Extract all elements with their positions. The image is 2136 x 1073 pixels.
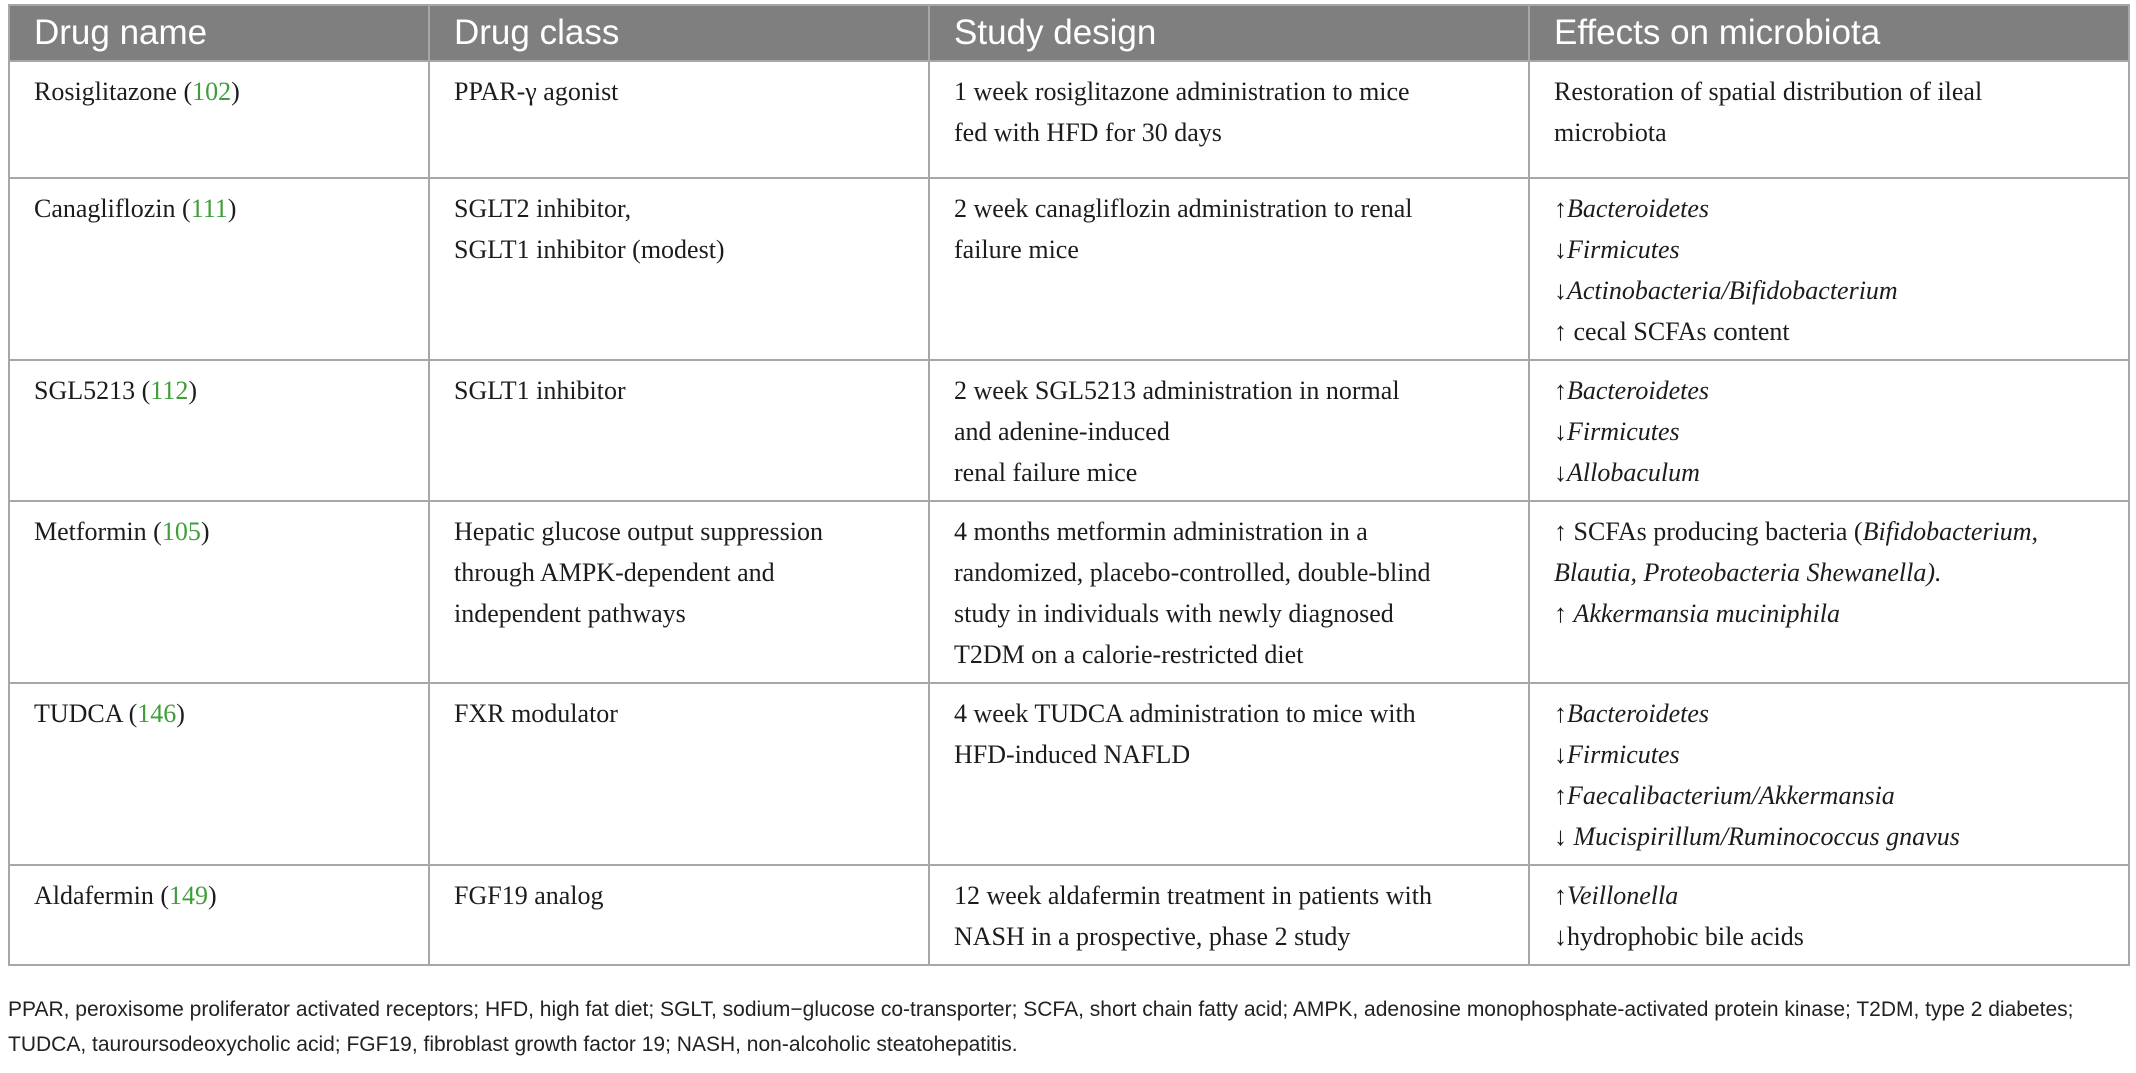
- study-design-line: failure mice: [954, 235, 1079, 264]
- header-effects-on-microbiota: Effects on microbiota: [1529, 5, 2129, 61]
- effect-line: [1554, 693, 2110, 734]
- drug-name-text: Rosiglitazone: [34, 77, 177, 106]
- effect-line: [1554, 112, 2110, 153]
- effect-line: [1554, 916, 2110, 957]
- cell-drug-name: Rosiglitazone (102): [9, 61, 429, 178]
- effect-text: ↑ SCFAs producing bacteria (: [1554, 517, 1863, 546]
- effect-line: [1554, 411, 2110, 452]
- cell-drug-class: [429, 865, 929, 965]
- study-design-line: NASH in a prospective, phase 2 study: [954, 922, 1351, 951]
- reference-link[interactable]: 111: [190, 194, 228, 223]
- drug-class-line: through AMPK-dependent and: [454, 558, 775, 587]
- effect-text: ↑: [1554, 881, 1567, 910]
- taxon-name: Firmicutes: [1567, 417, 1680, 446]
- effect-text: ↑: [1554, 376, 1567, 405]
- effect-text: ↓: [1554, 822, 1574, 851]
- cell-drug-class: [429, 683, 929, 865]
- study-design-line: T2DM on a calorie-restricted diet: [954, 640, 1304, 669]
- effect-text: ↓hydrophobic bile acids: [1554, 922, 1804, 951]
- study-design-line: 1 week rosiglitazone administration to mice: [954, 77, 1410, 106]
- taxon-name: Akkermansia muciniphila: [1573, 599, 1840, 628]
- effect-text: ↑: [1554, 699, 1567, 728]
- study-design-line: 2 week canagliflozin administration to renal: [954, 194, 1413, 223]
- effect-line: [1554, 270, 2110, 311]
- reference-link[interactable]: 102: [192, 77, 232, 106]
- cell-drug-name: SGL5213 (112): [9, 360, 429, 501]
- effect-line: [1554, 229, 2110, 270]
- table-row: [9, 683, 2129, 865]
- effect-line: [1554, 188, 2110, 229]
- cell-study-design: [929, 61, 1529, 178]
- drug-class-line: SGLT1 inhibitor: [454, 376, 626, 405]
- drug-class-line: FGF19 analog: [454, 881, 604, 910]
- drug-microbiota-table: [8, 4, 2130, 966]
- drug-class-line: SGLT2 inhibitor,: [454, 194, 632, 223]
- cell-drug-name: Canagliflozin (111): [9, 178, 429, 360]
- effect-line: [1554, 734, 2110, 775]
- table-footnote: PPAR, peroxisome proliferator activated receptors; HFD, high fat diet; SGLT, sodium−glucose co-transporter; SCFA, short chain fatty acid; AMPK, adenosine monophosphate-activated protein kinase; T2DM, type 2 diabetes; TUDCA, tauroursodeoxycholic acid; FGF19, fibroblast growth factor 19; NASH, non-alcoholic steatohepatitis.: [8, 998, 2074, 1056]
- table-row: [9, 501, 2129, 683]
- effect-line: [1554, 775, 2110, 816]
- drug-class-line: independent pathways: [454, 599, 686, 628]
- effect-text: microbiota: [1554, 118, 1667, 147]
- effect-text: ↓: [1554, 235, 1567, 264]
- cell-effects-on-microbiota: [1529, 865, 2129, 965]
- header-drug-name: Drug name: [9, 5, 429, 61]
- effect-line: [1554, 71, 2110, 112]
- drug-class-line: Hepatic glucose output suppression: [454, 517, 823, 546]
- effect-line: [1554, 593, 2110, 634]
- effect-line: [1554, 875, 2110, 916]
- table-header-row: [9, 5, 2129, 61]
- cell-effects-on-microbiota: [1529, 683, 2129, 865]
- study-design-line: renal failure mice: [954, 458, 1138, 487]
- drug-name-text: Canagliflozin: [34, 194, 176, 223]
- effect-line: [1554, 311, 2110, 352]
- study-design-line: 2 week SGL5213 administration in normal: [954, 376, 1400, 405]
- study-design-line: HFD-induced NAFLD: [954, 740, 1191, 769]
- drug-name-text: TUDCA: [34, 699, 123, 728]
- taxon-name: Firmicutes: [1567, 740, 1680, 769]
- taxon-name: Actinobacteria/Bifidobacterium: [1567, 276, 1898, 305]
- drug-class-line: FXR modulator: [454, 699, 618, 728]
- cell-study-design: [929, 178, 1529, 360]
- cell-drug-class: [429, 501, 929, 683]
- drug-name-text: Metformin: [34, 517, 147, 546]
- cell-drug-name: Aldafermin (149): [9, 865, 429, 965]
- study-design-line: study in individuals with newly diagnosed: [954, 599, 1394, 628]
- table-row: [9, 178, 2129, 360]
- taxon-name: Bacteroidetes: [1567, 194, 1709, 223]
- cell-study-design: [929, 683, 1529, 865]
- cell-study-design: [929, 360, 1529, 501]
- study-design-line: 4 week TUDCA administration to mice with: [954, 699, 1416, 728]
- taxon-name: Veillonella: [1567, 881, 1679, 910]
- taxon-name: Blautia, Proteobacteria Shewanella).: [1554, 558, 1942, 587]
- cell-effects-on-microbiota: [1529, 360, 2129, 501]
- effect-text: ↓: [1554, 740, 1567, 769]
- cell-study-design: [929, 865, 1529, 965]
- study-design-line: 4 months metformin administration in a: [954, 517, 1368, 546]
- taxon-name: Firmicutes: [1567, 235, 1680, 264]
- taxon-name: Bacteroidetes: [1567, 376, 1709, 405]
- study-design-line: randomized, placebo-controlled, double-blind: [954, 558, 1431, 587]
- cell-drug-name: Metformin (105): [9, 501, 429, 683]
- reference-link[interactable]: 105: [161, 517, 201, 546]
- taxon-name: Faecalibacterium/Akkermansia: [1567, 781, 1895, 810]
- study-design-line: 12 week aldafermin treatment in patients with: [954, 881, 1432, 910]
- effect-text: ↓: [1554, 458, 1567, 487]
- drug-name-text: SGL5213: [34, 376, 136, 405]
- drug-class-line: PPAR-γ agonist: [454, 77, 619, 106]
- effect-text: ↓: [1554, 417, 1567, 446]
- taxon-name: Bacteroidetes: [1567, 699, 1709, 728]
- cell-effects-on-microbiota: [1529, 178, 2129, 360]
- table-body: [9, 61, 2129, 965]
- taxon-name: Bifidobacterium,: [1862, 517, 2039, 546]
- cell-drug-name: TUDCA (146): [9, 683, 429, 865]
- drug-name-text: Aldafermin: [34, 881, 154, 910]
- reference-link[interactable]: 112: [150, 376, 189, 405]
- header-study-design: Study design: [929, 5, 1529, 61]
- cell-study-design: [929, 501, 1529, 683]
- table-row: [9, 865, 2129, 965]
- effect-text: ↑ cecal SCFAs content: [1554, 317, 1790, 346]
- effect-text: ↑: [1554, 194, 1567, 223]
- effect-line: [1554, 370, 2110, 411]
- cell-effects-on-microbiota: [1529, 501, 2129, 683]
- effect-line: [1554, 511, 2110, 552]
- effect-line: [1554, 452, 2110, 493]
- table-row: [9, 360, 2129, 501]
- taxon-name: Mucispirillum/Ruminococcus gnavus: [1573, 822, 1960, 851]
- study-design-line: fed with HFD for 30 days: [954, 118, 1222, 147]
- effect-line: [1554, 552, 2110, 593]
- cell-drug-class: [429, 61, 929, 178]
- effect-text: ↓: [1554, 276, 1567, 305]
- table-row: [9, 61, 2129, 178]
- cell-effects-on-microbiota: [1529, 61, 2129, 178]
- effect-text: ↑: [1554, 599, 1574, 628]
- header-drug-class: Drug class: [429, 5, 929, 61]
- reference-link[interactable]: 146: [137, 699, 177, 728]
- taxon-name: Allobaculum: [1567, 458, 1700, 487]
- effect-line: [1554, 816, 2110, 857]
- study-design-line: and adenine-induced: [954, 417, 1170, 446]
- effect-text: ↑: [1554, 781, 1567, 810]
- reference-link[interactable]: 149: [169, 881, 209, 910]
- effect-text: Restoration of spatial distribution of ileal: [1554, 77, 1983, 106]
- drug-class-line: SGLT1 inhibitor (modest): [454, 235, 725, 264]
- cell-drug-class: [429, 178, 929, 360]
- cell-drug-class: [429, 360, 929, 501]
- drug-microbiota-table-container: [8, 4, 2128, 966]
